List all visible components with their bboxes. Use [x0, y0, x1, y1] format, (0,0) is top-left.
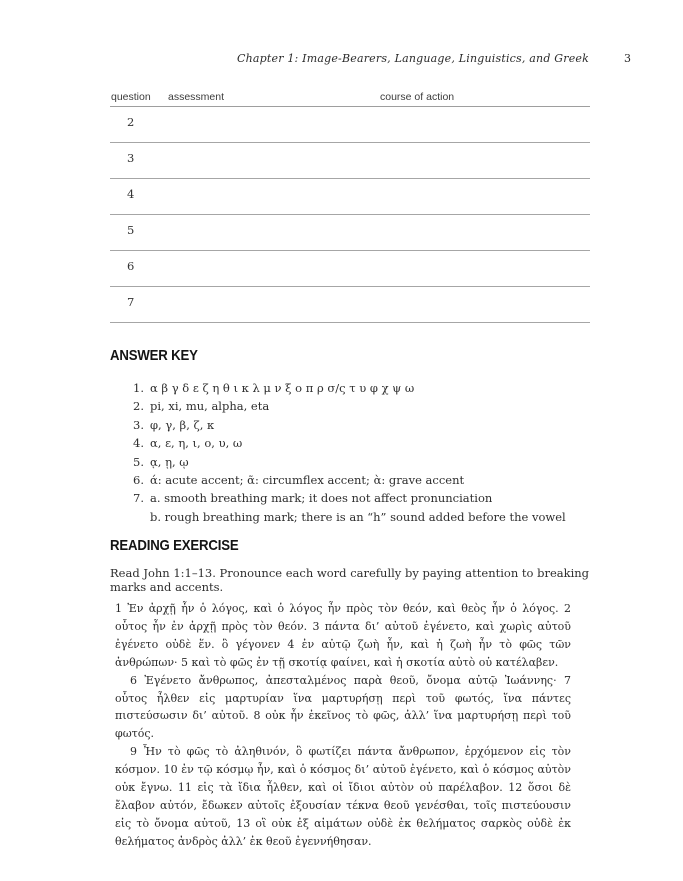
item-number: 5.	[133, 454, 144, 469]
item-text: a. smooth breathing mark; it does not affect pronunciation	[150, 491, 493, 506]
question-number: 2	[127, 115, 135, 129]
list-item	[133, 434, 566, 452]
item-text: ᾳ, ῃ, ῳ	[150, 454, 189, 469]
table-column-header-assessment: assessment	[168, 91, 225, 103]
table-header-row	[110, 90, 590, 107]
list-item	[133, 489, 566, 507]
item-number: 1.	[133, 381, 144, 395]
item-text: ά: acute accent; ᾶ: circumflex accent; ὰ: grave accent	[150, 473, 465, 488]
table-row	[110, 287, 590, 323]
list-item-continuation	[133, 508, 566, 526]
question-number: 3	[127, 151, 135, 165]
list-item	[133, 471, 566, 489]
table-column-header-question: question	[111, 91, 151, 103]
item-text: pi, xi, mu, alpha, eta	[150, 399, 270, 414]
item-number: 7.	[133, 491, 144, 506]
table-row	[110, 143, 590, 179]
running-header	[110, 52, 631, 65]
question-number: 6	[127, 259, 135, 273]
table-row	[110, 215, 590, 251]
item-number: 3.	[133, 417, 144, 432]
greek-passage	[115, 600, 571, 851]
list-item	[133, 379, 566, 397]
reading-exercise-heading: READING EXERCISE	[110, 537, 239, 554]
item-text: α β γ δ ε ζ η θ ι κ λ μ ν ξ ο π ρ σ/ς τ υ φ χ ψ ω	[150, 381, 415, 395]
item-number: 6.	[133, 473, 144, 488]
assessment-table	[110, 90, 590, 323]
item-number: 2.	[133, 399, 144, 414]
question-number: 4	[127, 187, 135, 201]
chapter-title: Chapter 1: Image-Bearers, Language, Linguistics, and Greek	[236, 52, 589, 65]
question-number: 7	[127, 295, 135, 309]
item-text: α, ε, η, ι, ο, υ, ω	[150, 436, 243, 451]
list-item	[133, 416, 566, 434]
item-text: b. rough breathing mark; there is an “h” sound added before the vowel	[150, 509, 566, 524]
greek-paragraph: 6 Ἐγένετο ἄνθρωπος, ἀπεσταλμένος παρὰ θεοῦ, ὄνομα αὐτῷ Ἰωάννης· 7 οὗτος ἦλθεν εἰς μαρτυρίαν ἵνα μαρτυρήσῃ περὶ τοῦ φωτός, ἵνα πάντες πιστεύσωσιν δι’ αὐτοῦ. 8 οὐκ ἦν ἐκεῖνος τὸ φῶς, ἀλλ’ ἵνα μαρτυρήσῃ περὶ τοῦ φωτός.	[115, 673, 571, 741]
answer-key-heading: ANSWER KEY	[110, 347, 198, 364]
item-text: φ, γ, β, ζ, κ	[150, 417, 215, 432]
list-item	[133, 397, 566, 415]
reading-exercise-instructions: Read John 1:1–13. Pronounce each word carefully by paying attention to breaking marks and accents.	[110, 566, 590, 594]
list-item	[133, 453, 566, 471]
table-row	[110, 107, 590, 143]
question-number: 5	[127, 223, 135, 237]
greek-paragraph: 9 Ἦν τὸ φῶς τὸ ἀληθινόν, ὃ φωτίζει πάντα ἄνθρωπον, ἐρχόμενον εἰς τὸν κόσμον. 10 ἐν τῷ κόσμῳ ἦν, καὶ ὁ κόσμος δι’ αὐτοῦ ἐγένετο, καὶ ὁ κόσμος αὐτὸν οὐκ ἔγνω. 11 εἰς τὰ ἴδια ἦλθεν, καὶ οἱ ἴδιοι αὐτὸν οὐ παρέλαβον. 12 ὅσοι δὲ ἔλαβον αὐτόν, ἔδωκεν αὐτοῖς ἐξουσίαν τέκνα θεοῦ γενέσθαι, τοῖς πιστεύουσιν εἰς τὸ ὄνομα αὐτοῦ, 13 οἳ οὐκ ἐξ αἱμάτων οὐδὲ ἐκ θελήματος σαρκὸς οὐδὲ ἐκ θελήματος ἀνδρὸς ἀλλ’ ἐκ θεοῦ ἐγεννήθησαν.	[115, 745, 571, 848]
answer-key-list	[133, 379, 566, 526]
item-number: 4.	[133, 436, 144, 451]
page-number: 3	[624, 52, 631, 65]
table-column-header-course-of-action: course of action	[380, 91, 455, 103]
table-row	[110, 179, 590, 215]
greek-paragraph: 1 Ἐν ἀρχῇ ἦν ὁ λόγος, καὶ ὁ λόγος ἦν πρὸς τὸν θεόν, καὶ θεὸς ἦν ὁ λόγος. 2 οὗτος ἦν ἐν ἀρχῇ πρὸς τὸν θεόν. 3 πάντα δι’ αὐτοῦ ἐγένετο, καὶ χωρὶς αὐτοῦ ἐγένετο οὐδὲ ἕν. ὃ γέγονεν 4 ἐν αὐτῷ ζωὴ ἦν, καὶ ἡ ζωὴ ἦν τὸ φῶς τῶν ἀνθρώπων· 5 καὶ τὸ φῶς ἐν τῇ σκοτίᾳ φαίνει, καὶ ἡ σκοτία αὐτὸ οὐ κατέλαβεν.	[115, 602, 571, 669]
table-row	[110, 251, 590, 287]
